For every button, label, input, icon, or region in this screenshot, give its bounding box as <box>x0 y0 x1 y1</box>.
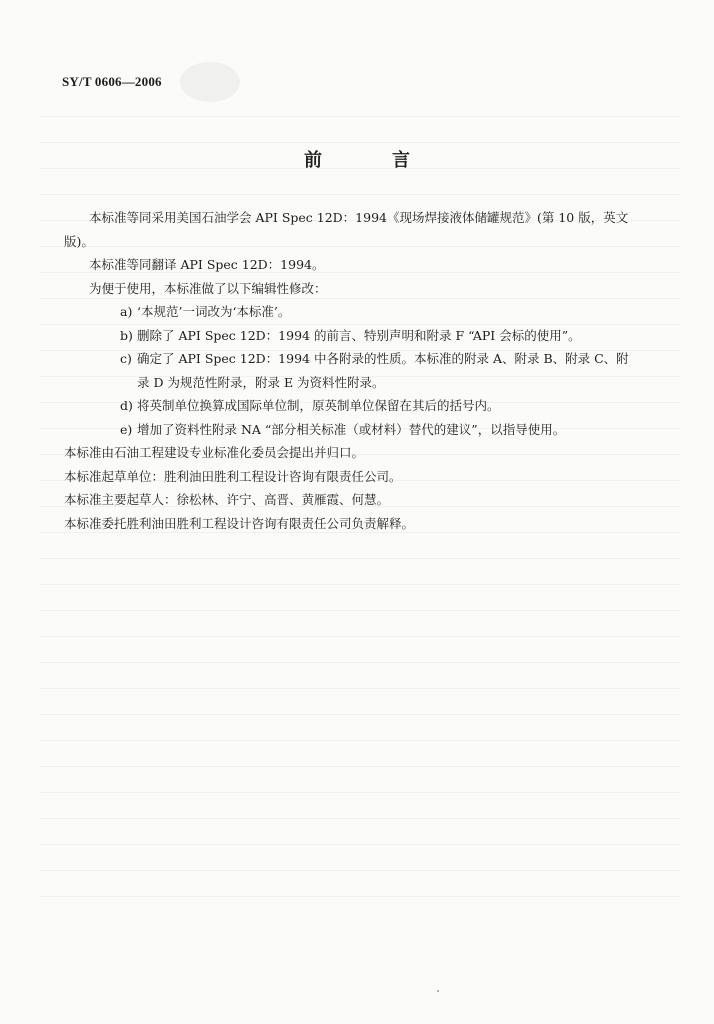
paragraph-drafters: 本标准主要起草人：徐松林、许宁、高晋、黄雁霞、何慧。 <box>64 492 390 507</box>
paragraph-proposer: 本标准由石油工程建设专业标准化委员会提出并归口。 <box>64 445 365 460</box>
page-title: 前 言 <box>304 150 436 171</box>
paragraph-edits-intro: 为便于使用，本标准做了以下编辑性修改： <box>89 280 327 296</box>
paragraph-adoption: 本标准等同采用美国石油学会 API Spec 12D：1994《现场焊接液体储罐规范》(第 10 版，英文版)。 <box>64 210 629 249</box>
list-item-text: 确定了 API Spec 12D：1994 中各附录的性质。本标准的附录 A、附录 B、附录 C、附录 D 为规范性附录，附录 E 为资料性附录。 <box>137 351 629 390</box>
scan-speck <box>437 990 439 992</box>
list-item-text: 将英制单位换算成国际单位制，原英制单位保留在其后的括号内。 <box>137 398 500 413</box>
list-item-text: ‘本规范’一词改为‘本标准’。 <box>137 304 291 319</box>
list-item-text: 删除了 API Spec 12D：1994 的前言、特别声明和附录 F “API 会标的使用”。 <box>137 327 581 343</box>
list-marker: d) <box>120 398 133 413</box>
paragraph-translation: 本标准等同翻译 API Spec 12D：1994。 <box>89 257 325 272</box>
foreword-body <box>64 206 640 535</box>
list-marker: e) <box>120 421 133 437</box>
list-marker: c) <box>120 351 132 366</box>
list-item <box>64 300 640 324</box>
list-item <box>64 347 640 394</box>
scan-smudge <box>180 62 240 102</box>
list-marker: b) <box>120 327 133 343</box>
list-marker: a) <box>120 304 133 319</box>
list-item <box>64 324 640 348</box>
list-item <box>64 418 640 442</box>
paragraph-interpretation: 本标准委托胜利油田胜利工程设计咨询有限责任公司负责解释。 <box>64 515 415 531</box>
list-item-text: 增加了资料性附录 NA “部分相关标准（或材料）替代的建议”，以指导使用。 <box>137 421 566 437</box>
paragraph-drafting-unit: 本标准起草单位：胜利油田胜利工程设计咨询有限责任公司。 <box>64 468 402 484</box>
document-code: SY/T 0606—2006 <box>62 74 162 89</box>
list-item <box>64 394 640 418</box>
